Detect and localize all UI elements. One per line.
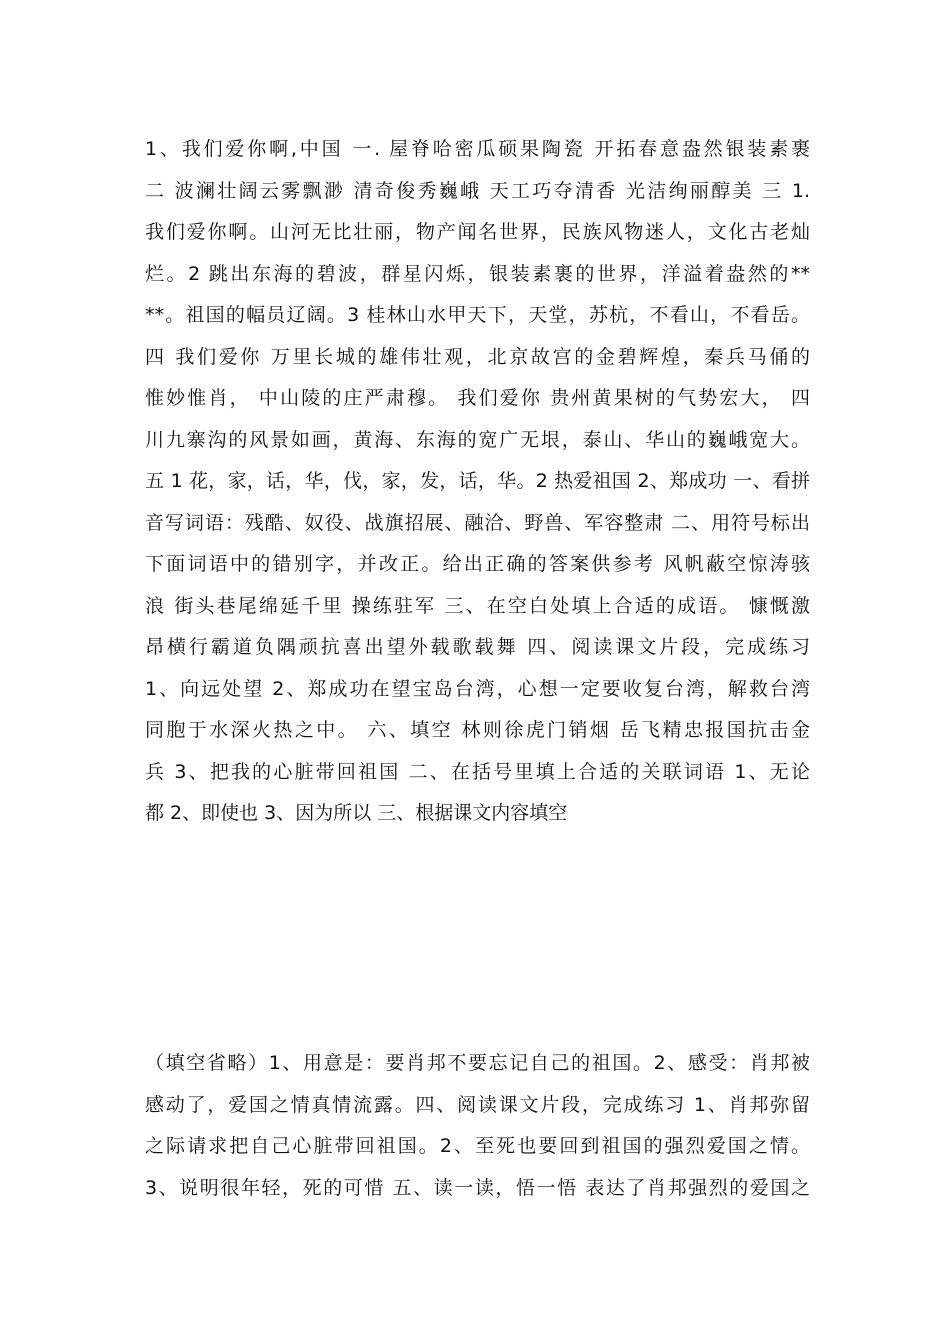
text-line: 之际请求把自己心脏带回祖国。2、至死也要回到祖国的强烈爱国之情。 — [145, 1135, 810, 1157]
text-line: 烂。2 跳出东海的碧波，群星闪烁，银装素裹的世界，洋溢着盎然的** — [145, 262, 810, 285]
text-line: 五 1 花，家，话，华，伐，家，发，话，华。2 热爱祖国 2、郑成功 一、看拼 — [145, 470, 810, 492]
text-line: 3、说明很年轻，死的可惜 五、读一读，悟一悟 表达了肖邦强烈的爱国之 — [145, 1176, 810, 1199]
text-line: 音写词语：残酷、奴役、战旗招展、融洽、野兽、军容整肃 二、用符号标出 — [145, 511, 810, 534]
text-line: 兵 3、把我的心脏带回祖国 二、在括号里填上合适的关联词语 1、无论 — [145, 760, 810, 783]
text-line: （填空省略）1、用意是：要肖邦不要忘记自己的祖国。2、感受：肖邦被 — [145, 1052, 810, 1074]
text-line: 感动了，爱国之情真情流露。四、阅读课文片段，完成练习 1、肖邦弥留 — [145, 1093, 810, 1116]
text-line: 二 波澜壮阔云雾飘渺 清奇俊秀巍峨 天工巧夺清香 光洁绚丽醇美 三 1. — [145, 179, 810, 202]
text-line: 下面词语中的错别字，并改正。给出正确的答案供参考 风帆蔽空惊涛骇 — [145, 553, 810, 575]
text-line: **。祖国的幅员辽阔。3 桂林山水甲天下，天堂，苏杭，不看山，不看岳。 — [145, 304, 810, 326]
text-line: 都 2、即使也 3、因为所以 三、根据课文内容填空 — [145, 802, 568, 824]
text-line: 1、我们爱你啊,中国 一. 屋脊哈密瓜硕果陶瓷 开拓春意盎然银装素裹 — [145, 138, 810, 160]
text-line: 惟妙惟肖， 中山陵的庄严肃穆。 我们爱你 贵州黄果树的气势宏大， 四 — [145, 387, 810, 409]
text-line: 昂横行霸道负隅顽抗喜出望外载歌载舞 四、阅读课文片段，完成练习 — [145, 636, 810, 658]
text-line: 浪 街头巷尾绵延千里 操练驻军 三、在空白处填上合适的成语。 慷慨激 — [145, 594, 810, 617]
text-line: 四 我们爱你 万里长城的雄伟壮观，北京故宫的金碧辉煌，秦兵马俑的 — [145, 345, 810, 368]
text-line: 我们爱你啊。山河无比壮丽，物产闻名世界，民族风物迷人，文化古老灿 — [145, 221, 810, 243]
text-line: 1、向远处望 2、郑成功在望宝岛台湾，心想一定要收复台湾，解救台湾 — [145, 677, 810, 700]
text-line: 川九寨沟的风景如画，黄海、东海的宽广无垠，泰山、华山的巍峨宽大。 — [145, 428, 810, 451]
answer-paragraph-1 — [145, 129, 810, 835]
text-line: 同胞于水深火热之中。 六、填空 林则徐虎门销烟 岳飞精忠报国抗击金 — [145, 719, 810, 741]
answer-paragraph-2 — [145, 1043, 810, 1209]
